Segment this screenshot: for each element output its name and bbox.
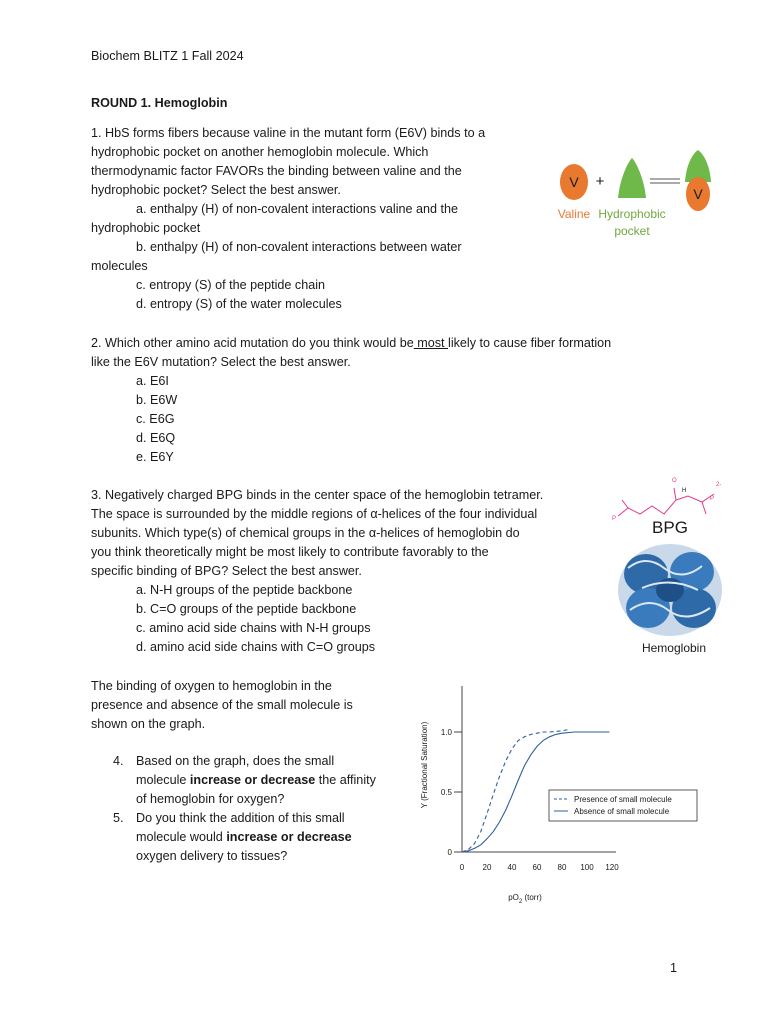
x-tick-label-1: 20 xyxy=(482,863,492,872)
q4-line-2-pre: molecule xyxy=(136,773,190,787)
bpg-atom-p: P xyxy=(612,516,617,522)
x-tick-label-0: 0 xyxy=(459,863,465,872)
x-axis-label-post: (torr) xyxy=(522,893,542,902)
x-axis-label-sub: 2 xyxy=(518,899,523,905)
x-tick-label-5: 100 xyxy=(580,863,594,872)
valine-letter: V xyxy=(569,174,579,190)
q4-line-1: Based on the graph, does the small xyxy=(136,754,335,768)
x-axis-label-pre: pO xyxy=(508,893,519,902)
y-axis-label: Y (Fractional Saturation) xyxy=(420,721,429,809)
q5-line-2-bold: increase or decrease xyxy=(226,830,352,844)
q2-option-d: d. E6Q xyxy=(136,431,176,445)
q2-option-b: b. E6W xyxy=(136,393,178,407)
q1-option-d: d. entropy (S) of the water molecules xyxy=(136,297,342,311)
legend-presence-label: Presence of small molecule xyxy=(574,795,672,804)
q5-line-3: oxygen delivery to tissues? xyxy=(136,849,288,863)
bpg-atom-h: H xyxy=(682,488,687,494)
q1-option-c: c. entropy (S) of the peptide chain xyxy=(136,278,326,292)
q1-option-b-cont: molecules xyxy=(91,259,148,273)
q3-line-2: The space is surrounded by the middle regions of α-helices of the four individual xyxy=(91,507,538,521)
q1-option-a: a. enthalpy (H) of non-covalent interactions valine and the xyxy=(136,202,459,216)
q2-option-c: c. E6G xyxy=(136,412,175,426)
q3-line-3: subunits. Which type(s) of chemical groups in the α-helices of hemoglobin do xyxy=(91,526,520,540)
legend-absence-label: Absence of small molecule xyxy=(574,807,670,816)
q3-line-5: specific binding of BPG? Select the best answer. xyxy=(91,564,362,578)
q5-line-2 xyxy=(136,828,352,847)
x-axis-label xyxy=(508,893,542,905)
document-header: Biochem BLITZ 1 Fall 2024 xyxy=(91,49,244,63)
q3-line-4: you think theoretically might be most likely to contribute favorably to the xyxy=(91,545,489,559)
q4-line-3: of hemoglobin for oxygen? xyxy=(136,792,285,806)
hemoglobin-label: Hemoglobin xyxy=(641,641,707,655)
q1-line-3: thermodynamic factor FAVORs the binding between valine and the xyxy=(91,164,462,178)
bpg-charge: 2- xyxy=(716,482,722,488)
q2-option-a: a. E6I xyxy=(136,374,169,388)
q2-option-e: e. E6Y xyxy=(136,450,174,464)
pocket-label-2: pocket xyxy=(614,224,650,238)
bpg-hemoglobin-figure xyxy=(606,470,736,662)
q2-line-2: like the E6V mutation? Select the best answer. xyxy=(91,355,351,369)
q1-line-2: hydrophobic pocket on another hemoglobin molecule. Which xyxy=(91,145,429,159)
q4-line-2-bold: increase or decrease xyxy=(189,773,316,787)
pocket-label-1: Hydrophobic xyxy=(598,207,666,221)
plus-sign: + xyxy=(595,173,605,190)
round-title: ROUND 1. Hemoglobin xyxy=(91,96,228,110)
x-tick-label-4: 80 xyxy=(557,863,567,872)
hydrophobic-pocket-shape xyxy=(618,158,646,198)
y-tick-label-2: 1.0 xyxy=(440,728,452,737)
q4-line-2 xyxy=(136,771,376,790)
bpg-label: BPG xyxy=(652,518,688,537)
valine-label: Valine xyxy=(557,207,591,221)
q3-option-c: c. amino acid side chains with N-H groups xyxy=(136,621,371,635)
q3-option-b: b. C=O groups of the peptide backbone xyxy=(136,602,357,616)
hemoglobin-ribbon-icon xyxy=(618,544,722,636)
valine-binding-figure xyxy=(552,148,722,244)
q5-line-2-pre: molecule would xyxy=(136,830,227,844)
graph-intro-line-3: shown on the graph. xyxy=(91,717,206,731)
q2-line-1 xyxy=(91,334,611,353)
q5-number: 5. xyxy=(113,811,124,825)
bpg-atom-p-2: P xyxy=(710,496,715,502)
q1-option-a-cont: hydrophobic pocket xyxy=(91,221,201,235)
q4-number: 4. xyxy=(113,754,124,768)
chart-legend xyxy=(549,790,697,821)
q3-option-a: a. N-H groups of the peptide backbone xyxy=(136,583,353,597)
q4-line-2-post: the affinity xyxy=(315,773,376,787)
q2-line-1-pre: 2. Which other amino acid mutation do you think would be xyxy=(91,336,414,350)
page-number: 1 xyxy=(670,961,678,975)
q1-line-1: 1. HbS forms fibers because valine in the mutant form (E6V) binds to a xyxy=(91,126,486,140)
valine-bound-letter: V xyxy=(693,186,703,202)
x-tick-label-2: 40 xyxy=(507,863,517,872)
oxygen-binding-chart xyxy=(410,680,672,912)
q5-line-1: Do you think the addition of this small xyxy=(136,811,345,825)
graph-intro-line-2: presence and absence of the small molecule is xyxy=(91,698,353,712)
q2-line-1-post: likely to cause fiber formation xyxy=(448,336,612,350)
bpg-structure-icon xyxy=(618,488,714,516)
y-tick-label-1: 0.5 xyxy=(440,788,452,797)
graph-intro-line-1: The binding of oxygen to hemoglobin in the xyxy=(91,679,332,693)
x-ticks xyxy=(460,863,619,872)
y-tick-label-0: 0 xyxy=(447,848,452,857)
q1-line-4: hydrophobic pocket? Select the best answer. xyxy=(91,183,341,197)
y-ticks xyxy=(441,728,462,857)
x-tick-label-6: 120 xyxy=(605,863,619,872)
x-tick-label-3: 60 xyxy=(532,863,542,872)
q1-option-b: b. enthalpy (H) of non-covalent interactions between water xyxy=(136,240,462,254)
q3-option-d: d. amino acid side chains with C=O groups xyxy=(136,640,376,654)
bpg-atom-o: O xyxy=(672,478,677,484)
q2-line-1-underline: most xyxy=(413,336,449,350)
q3-line-1: 3. Negatively charged BPG binds in the center space of the hemoglobin tetramer. xyxy=(91,488,544,502)
